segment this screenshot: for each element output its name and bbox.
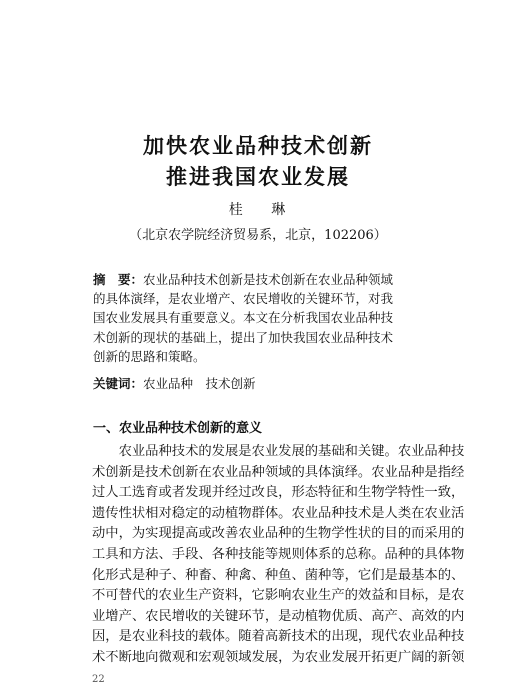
keywords-text: 农业品种 技术创新	[143, 376, 256, 391]
body-line: 工具和方法、手段、各种技能等规则体系的总称。品种的具体物	[92, 546, 465, 562]
body-line: 不可替代的农业生产资料，它影响农业生产的效益和目标，是农	[92, 588, 465, 604]
body-line: 术创新是技术创新在农业品种领域的具体演绎。农业品种是指经	[92, 464, 465, 480]
title-line-1: 加快农业品种技术创新	[143, 134, 373, 158]
body-line: 遗传性状相对稳定的动植物群体。农业品种技术是人类在农业活	[92, 505, 465, 521]
body-line: 过人工选育或者发现并经过改良，形态特征和生物学特性一致，	[92, 485, 465, 501]
abstract	[93, 270, 433, 366]
author: 桂 琳	[228, 202, 298, 218]
body-line: 业增产、农民增收的关键环节，是动植物优质、高产、高效的内	[92, 608, 465, 624]
affiliation: （北京农学院经济贸易系，北京，102206）	[129, 228, 387, 243]
keywords	[93, 374, 256, 392]
body-line: 因，是农业科技的载体。随着高新技术的出现，现代农业品种技	[92, 629, 465, 645]
abstract-line: 术创新的现状的基础上，提出了加快我国农业品种技术	[93, 329, 394, 345]
keywords-label: 关键词：	[93, 376, 144, 391]
title-line-2: 推进我国农业发展	[166, 165, 350, 189]
abstract-line: 创新的思路和策略。	[93, 348, 206, 364]
body-line: 术不断地向微观和宏观领域发展，为农业发展开拓更广阔的新领	[92, 649, 465, 665]
body-text	[92, 442, 465, 669]
body-line: 农业品种技术的发展是农业发展的基础和关键。农业品种技	[92, 444, 465, 459]
section-heading: 一、农业品种技术创新的意义	[93, 421, 263, 436]
abstract-line: 的具体演绎，是农业增产、农民增收的关键环节，对我	[93, 291, 394, 307]
abstract-line: 国农业发展具有重要意义。本文在分析我国农业品种技	[93, 310, 394, 326]
abstract-line	[93, 270, 433, 289]
abstract-text: 农业品种技术创新是技术创新在农业品种领域	[143, 272, 394, 287]
abstract-label: 摘 要：	[93, 272, 144, 287]
body-line: 化形式是种子、种畜、种禽、种鱼、菌种等，它们是最基本的、	[92, 567, 465, 583]
body-line: 动中，为实现提高或改善农业品种的生物学性状的目的而采用的	[92, 526, 465, 542]
page-number: 22	[92, 674, 105, 685]
